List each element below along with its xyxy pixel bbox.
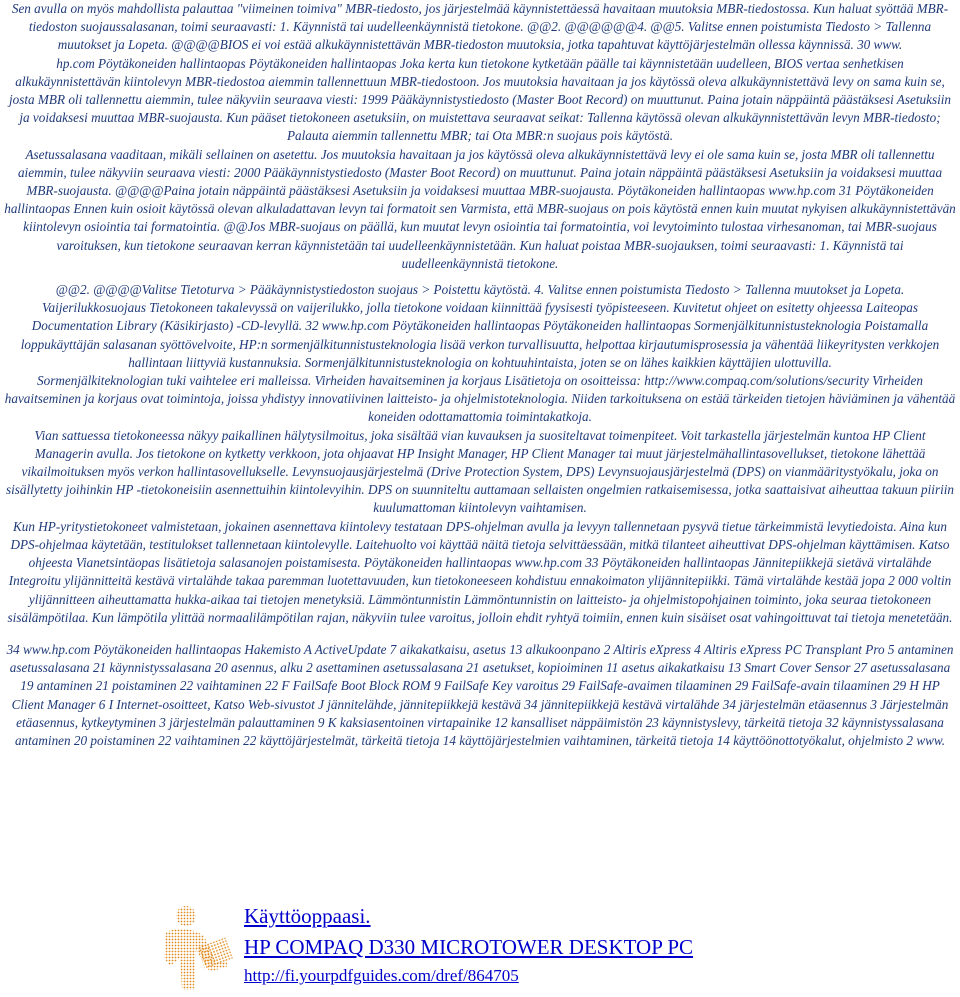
product-link[interactable]: HP COMPAQ D330 MICROTOWER DESKTOP PC — [244, 935, 694, 959]
paragraph-8: 34 www.hp.com Pöytäkoneiden hallintaopas Hakemisto A ActiveUpdate 7 aikakatkaisu, asetus 13 alkukoonpano 2 Altiris eXpress 4 Altiris eXpress PC Transplant Pro 5 antaminen asetussalasana 21 käynnistyssalasana 20 asennus, alku 2 asettaminen asetussalasana 21 asetukset, kopioiminen 11 asetus aikakatkaisu 13 Smart Cover Sensor 27 asetussalasana 19 antaminen 21 poistaminen 22 vaihtaminen 22 F FailSafe Boot Block ROM 9 FailSafe Key varoitus 29 FailSafe-avaimen tilaaminen 29 FailSafe-avain tilaaminen 29 H HP Client Manager 6 I Internet-osoitteet, Katso Web-sivustot J jännitelähde, jännitepiikkejä kestävä 34 jännitepiikkejä kestävä virtalähde 34 järjestelmän etäasennus 3 Järjestelmän etäasennus, kytkeytyminen 3 järjestelmän palauttaminen 9 K kaksiasentoinen virtapainike 12 kansalliset näppäimistön 23 käynnistyslevy, tärkeitä tietoja 32 käynnistyssalasana antaminen 20 poistaminen 22 vaihtaminen 22 käyttöjärjestelmät, tärkeitä tietoja 14 käyttöjärjestelmien vaihtaminen, tärkeitä tietoja 14 käyttöönottotyökalut, ohjelmisto 2 www. — [6, 641, 954, 748]
paragraph-4: @@2. @@@@Valitse Tietoturva > Pääkäynnistystiedoston suojaus > Poistettu käytöstä. 4. Valitse ennen poistumista Tiedosto > Tallenna muutokset ja Lopeta. Vaijerilukkosuojaus Tietokoneen takalevyssä on vaijerilukko, jolla tietokone voidaan kiinnittää fyysisesti työpisteeseen. Kuvitetut ohjeet on esitetty ohjeessa Laiteopas Documentation Library (Käsikirjasto) -CD-levyllä. 32 www.hp.com Pöytäkoneiden hallintaopas Pöytäkoneiden hallintaopas Sormenjälkitunnistusteknologia Poistamalla loppukäyttäjän salasanan syöttövelvoite, HP:n sormenjälkitunnistusteknologia lisää verkon turvallisuutta, helpottaa kirjautumisprosessia ja vähentää liikeyritysten verkkojen hallintaan liittyviä kustannuksia. Sormenjälkitunnistusteknologia on kohtuuhintaista, joten se on lähes kaikkien käyttäjien ulottuvilla. — [20, 282, 940, 370]
footer-links — [244, 902, 944, 988]
paragraph-5: Sormenjälkiteknologian tuki vaihtelee eri malleissa. Virheiden havaitseminen ja korjaus Lisätietoja on osoitteissa: http://www.compaq.com/solutions/security Virheiden havaitseminen ja korjaus ovat toimintoja, joissa yhdistyy innovatiivinen laitteisto- ja ohjelmistoteknologia. Niiden tarkoituksena on estää tärkeiden tietojen häviäminen ja vähentää koneiden odottamattomia toimintakatkoja. — [4, 373, 956, 425]
paragraph-2: hp.com Pöytäkoneiden hallintaopas Pöytäkoneiden hallintaopas Joka kerta kun tietokone kytketään päälle tai käynnistetään uudelleen, BIOS vertaa senhetkisen alkukäynnistettävän kiintolevyn MBR-tiedostoa aiemmin tallennettuun MBR-tiedostoon. Jos muutoksia havaitaan ja jos käytössä oleva alkukäynnistettävä levy on sama kuin se, josta MBR oli tallennettu aiemmin, tulee näkyviin seuraava viesti: 1999 Pääkäynnistystiedosto (Master Boot Record) on muuttunut. Paina jotain näppäintä päästäksesi Asetuksiin ja voidaksesi muuttaa MBR-suojausta. Kun pääset tietokoneen asetuksiin, on muistettava seuraavat seikat: Tallenna käytössä olevan alkukäynnistettävän levyn MBR-tiedosto; Palauta aiemmin tallennettu MBR; tai Ota MBR:n suojaus pois käytöstä. — [8, 55, 952, 144]
paragraph-7: Kun HP-yritystietokoneet valmistetaan, jokainen asennettava kiintolevy testataan DPS-ohjelman avulla ja levyyn tallennetaan pysyvä tietue tärkeimmistä levytiedoista. Aina kun DPS-ohjelmaa käytetään, testitulokset tallennetaan kiintolevylle. Laitehuolto voi käyttää näitä tietoja selvittäessään, mitkä tilanteet aiheuttivat DPS-ohjelman käyttämisen. Katso ohjeesta Vianetsintäopas lisätietoja salasanojen poistamisesta. Pöytäkoneiden hallintaopas www.hp.com 33 Pöytäkoneiden hallintaopas Jännitepiikkejä sietävä virtalähde Integroitu ylijännitteitä kestävä virtalähde takaa paremman luotettavuuden, kun tietokoneeseen kohdistuu ennakoimaton ylijännitepiikki. Tämä virtalähde kestää jopa 2 000 voltin ylijännitteen aiheuttamatta hukka-aikaa tai tietojen menetyksiä. Lämmöntunnistin Lämmöntunnistin on laitteisto- ja ohjelmistopohjainen toiminto, joka seuraa tietokoneen sisälämpötilaa. Kun lämpötila ylittää normaalilämpötilan rajan, näkyviin tulee varoitus, jolloin ehdit ryhtyä toimiin, ennen kuin sisäiset osat vahingoittuvat tai tietoja menetetään. — [7, 518, 953, 625]
url-link[interactable]: http://fi.yourpdfguides.com/dref/864705 — [244, 966, 519, 985]
paragraph-3: Asetussalasana vaaditaan, mikäli sellainen on asetettu. Jos muutoksia havaitaan ja jos käytössä oleva alkukäynnistettävä levy ei ole sama kuin se, josta MBR oli tallennettu aiemmin, tulee näkyviin seuraava viesti: 2000 Pääkäynnistystiedosto (Master Boot Record) on muuttunut. Paina jotain näppäintä päästäksesi Asetuksiin ja voidaksesi muuttaa MBR-suojausta. @@@@Paina jotain näppäintä päästäksesi Asetuksiin ja voidaksesi muuttaa MBR-suojausta. Pöytäkoneiden hallintaopas www.hp.com 31 Pöytäkoneiden hallintaopas Ennen kuin osioit käytössä olevan alkuladattavan levyn tai formatoit sen Varmista, että MBR-suojaus on pois käytöstä ennen kuin muutat nykyisen alkukäynnistettävän kiintolevyn osiointia tai formatointia. @@Jos MBR-suojaus on päällä, kun muutat levyn osiointia tai formatointia, voi levytoiminto tulostaa virhesanoman, tai MBR-suojaus varoituksen, kun tietokone seuraavan kerran käynnistetään tai uudelleenkäynnistetään. Kun haluat poistaa MBR-suojauksen, toimi seuraavasti: 1. Käynnistä tai uudelleenkäynnistä tietokone. — [4, 146, 956, 271]
paragraph-1: Sen avulla on myös mahdollista palauttaa "viimeinen toimiva" MBR-tiedosto, jos järjestelmää käynnistettäessä havaitaan muutoksia MBR-tiedostossa. Kun haluat syöttää MBR-tiedoston suojaussalasanan, toimi seuraavasti: 1. Käynnistä tai uudelleenkäynnistä tietokone. @@2. @@@@@@4. @@5. Valitse ennen poistumista Tiedosto > Tallenna muutokset ja Lopeta. @@@@BIOS ei voi estää alkukäynnistettävän MBR-tiedoston muutoksia, jotka tapahtuvat käyttöjärjestelmän ollessa käynnissä. 30 www. — [11, 1, 949, 53]
paragraph-6: Vian sattuessa tietokoneessa näkyy paikallinen hälytysilmoitus, joka sisältää vian kuvauksen ja suositeltavat toimenpiteet. Voit tarkastella järjestelmän kuntoa HP Client Managerin avulla. Jos tietokone on kytketty verkkoon, jota ohjaavat HP Insight Manager, HP Client Manager tai muut järjestelmähallintasovellukset, tietokone lähettää vikailmoituksen myös verkon hallintasovellukselle. Levynsuojausjärjestelmä (Drive Protection System, DPS) Levynsuojausjärjestelmä (DPS) on vianmääritystyökalu, joka on sisällytetty joihinkin HP -tietokoneisiin asennettuihin kiintolevyihin. DPS on suunniteltu auttamaan sellaisten ongelmien ratkaisemisessa, jotka saattaisivat aiheuttaa takuun piiriin kuulumattoman kiintolevyn vaihtamisen. — [5, 427, 955, 516]
user-guide-link[interactable]: Käyttöoppaasi. — [244, 904, 371, 928]
reading-person-icon — [156, 902, 238, 992]
